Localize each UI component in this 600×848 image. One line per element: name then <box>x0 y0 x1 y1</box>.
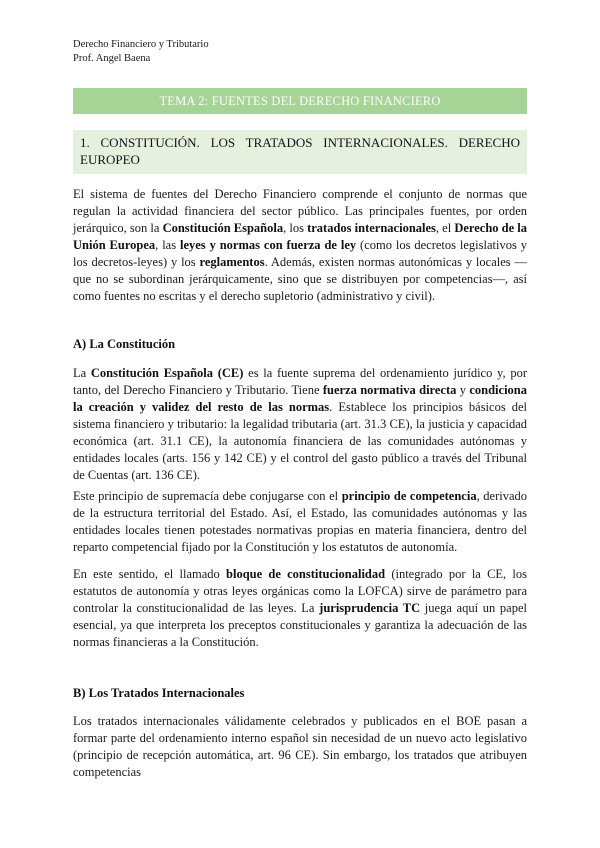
constitution-paragraph-1: La Constitución Española (CE) es la fuente suprema del ordenamiento jurídico y, por tanto, del Derecho Financiero y Tributario. Tiene fuerza normativa directa y condiciona la creación y validez del resto de las normas. Establece los principios básicos del sistema financiero y tributario: la legalidad tributaria (art. 31.3 CE), la justicia y capacidad económica (art. 31.1 CE), la autonomía financiera de las comunidades autónomas y entidades locales (arts. 156 y 142 CE) y el control del gasto público a través del Tribunal de Cuentas (art. 136 CE). <box>73 366 528 482</box>
section-heading: 1. CONSTITUCIÓN. LOS TRATADOS INTERNACIONALES. DERECHO EUROPEO <box>73 130 527 174</box>
professor-name: Prof. Angel Baena <box>73 53 151 64</box>
intro-paragraph: El sistema de fuentes del Derecho Financiero comprende el conjunto de normas que regulan la actividad financiera del sector público. Las principales fuentes, por orden jerárquico, son la Constitución Española, los tratados internacionales, el Derecho de la Unión Europea, las leyes y normas con fuerza de ley (como los decretos legislativos y los decretos-leyes) y los reglamentos. Además, existen normas autonómicas y locales —que no se subordinan jerárquicamente, sino que se distribuyen por competencias—, así como fuentes no escritas y el derecho supletorio (administrativo y civil). <box>73 187 528 303</box>
course-name: Derecho Financiero y Tributario <box>73 39 209 50</box>
treaties-paragraph-1: Los tratados internacionales válidamente celebrados y publicados en el BOE pasan a formar parte del ordenamiento interno español sin necesidad de un nuevo acto legislativo (principio de recepción automática, art. 96 CE). Sin embargo, los tratados que atribuyen competencias <box>73 714 527 779</box>
topic-banner: TEMA 2: FUENTES DEL DERECHO FINANCIERO <box>73 88 527 114</box>
constitution-paragraph-3: En este sentido, el llamado bloque de constitucionalidad (integrado por la CE, los estatutos de autonomía y otras leyes orgánicas como la LOFCA) sirve de parámetro para controlar la constitucionalidad de las leyes. La jurisprudencia TC juega aquí un papel esencial, ya que interpreta los preceptos constitucionales y garantiza la adecuación de las normas financieras a la Constitución. <box>73 567 527 649</box>
page-header <box>73 38 209 66</box>
constitution-paragraph-2: Este principio de supremacía debe conjugarse con el principio de competencia, derivado de la estructura territorial del Estado. Así, el Estado, las comunidades autónomas y las entidades locales tienen potestades normativas propias en materia financiera, dentro del reparto competencial fijado por la Constitución y los estatutos de autonomía. <box>73 489 527 554</box>
subsection-a-title: A) La Constitución <box>73 337 176 351</box>
subsection-b-title: B) Los Tratados Internacionales <box>73 686 245 700</box>
